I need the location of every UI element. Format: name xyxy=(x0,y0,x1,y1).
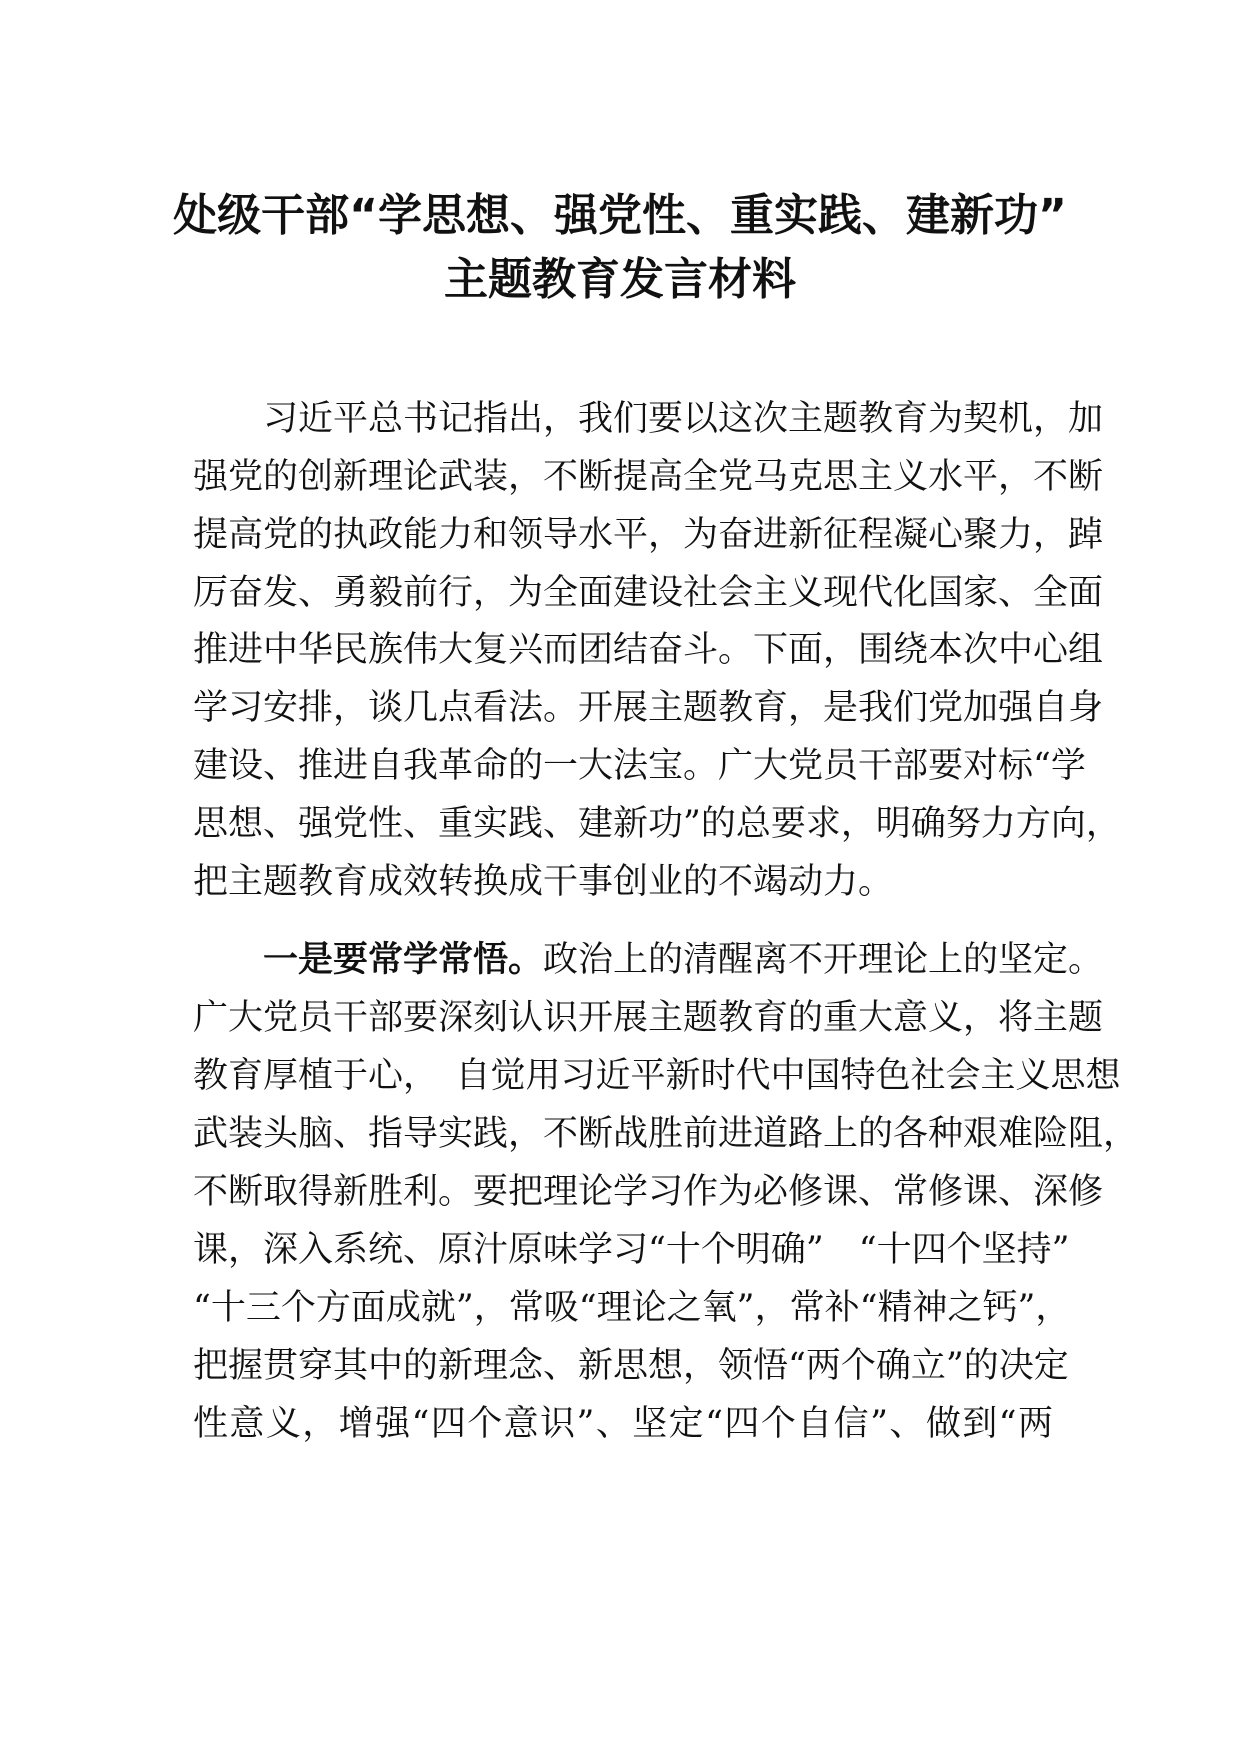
paragraph-line: 课，深入系统、原汁原味学习“十个明确” “十四个坚持” xyxy=(193,1230,1070,1270)
document-title-line-1: 处级干部“学思想、强党性、重实践、建新功” xyxy=(173,190,1067,241)
paragraph-line: 把主题教育成效转换成干事创业的不竭动力。 xyxy=(193,862,894,902)
paragraph-line xyxy=(263,936,1104,984)
paragraph-line: 推进中华民族伟大复兴而团结奋斗。下面，围绕本次中心组 xyxy=(193,630,1104,670)
paragraph-line: 习近平总书记指出，我们要以这次主题教育为契机，加 xyxy=(263,399,1104,439)
point-heading: 一是要常学常悟。 xyxy=(263,940,544,980)
paragraph-line: 强党的创新理论武装，不断提高全党马克思主义水平，不断 xyxy=(193,457,1104,497)
paragraph-line: 思想、强党性、重实践、建新功”的总要求，明确努力方向， xyxy=(193,804,1121,844)
paragraph-line: 把握贯穿其中的新理念、新思想，领悟“两个确立”的决定 xyxy=(193,1346,1069,1386)
paragraph-line: 教育厚植于心， 自觉用习近平新时代中国特色社会主义思想 xyxy=(193,1056,1121,1096)
paragraph-line: 武装头脑、指导实践，不断战胜前进道路上的各种艰难险阻， xyxy=(193,1114,1139,1154)
point-text: 政治上的清醒离不开理论上的坚定。 xyxy=(543,940,1104,980)
paragraph-line: 学习安排，谈几点看法。开展主题教育，是我们党加强自身 xyxy=(193,688,1104,728)
paragraph-line: 广大党员干部要深刻认识开展主题教育的重大意义，将主题 xyxy=(193,998,1104,1038)
paragraph-line: “十三个方面成就”，常吸“理论之氧”，常补“精神之钙”， xyxy=(193,1288,1071,1328)
paragraph-line: 厉奋发、勇毅前行，为全面建设社会主义现代化国家、全面 xyxy=(193,573,1104,613)
paragraph-line: 建设、推进自我革命的一大法宝。广大党员干部要对标“学 xyxy=(193,746,1086,786)
paragraph-line: 不断取得新胜利。要把理论学习作为必修课、常修课、深修 xyxy=(193,1172,1104,1212)
paragraph-line: 提高党的执政能力和领导水平，为奋进新征程凝心聚力，踔 xyxy=(193,515,1104,555)
paragraph-line: 性意义，增强“四个意识”、坚定“四个自信”、做到“两 xyxy=(193,1404,1053,1444)
document-title-line-2: 主题教育发言材料 xyxy=(444,254,796,305)
